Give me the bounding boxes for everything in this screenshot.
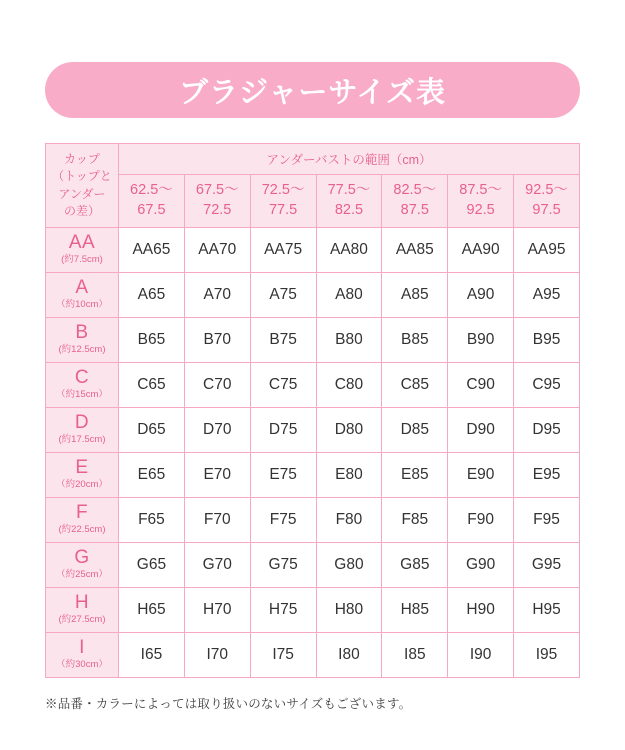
size-cell: A90 [448,273,514,318]
cup-letter: AA [68,232,96,254]
cup-header-line-3: アンダー [58,186,106,201]
size-cell: AA95 [514,228,580,273]
size-cell: H90 [448,588,514,633]
size-cell: B70 [184,318,250,363]
size-cell: I75 [250,633,316,678]
range-from-1: 62.5〜 [130,182,173,199]
page-title: ブラジャーサイズ表 [178,76,447,109]
range-from-6: 87.5〜 [459,182,502,199]
size-cell: AA90 [448,228,514,273]
cup-diff: (約22.5cm) [58,524,106,536]
cup-letter: B [75,322,89,344]
size-cell: A80 [316,273,382,318]
cup-label-cell [46,228,119,273]
table-row [46,633,580,678]
size-cell: F90 [448,498,514,543]
size-cell: G65 [119,543,185,588]
size-cell: D95 [514,408,580,453]
size-cell: C75 [250,363,316,408]
size-cell: D85 [382,408,448,453]
size-cell: F65 [119,498,185,543]
range-from-4: 77.5〜 [327,182,371,199]
cup-header-line-1: カップ [64,151,100,166]
cup-letter: D [74,412,90,434]
table-row [46,543,580,588]
range-from-3: 72.5〜 [261,182,305,199]
range-to-1: 67.5 [137,202,166,218]
size-cell: A70 [184,273,250,318]
size-cell: B85 [382,318,448,363]
title-banner [45,62,580,118]
cup-diff: （約15cm） [56,389,108,401]
range-to-2: 72.5 [203,202,232,218]
size-cell: B90 [448,318,514,363]
size-cell: E70 [184,453,250,498]
size-cell: B80 [316,318,382,363]
cup-header-line-2: （トップと [52,169,112,184]
cup-diff: (約17.5cm) [58,434,106,446]
size-cell: E90 [448,453,514,498]
size-cell: H70 [184,588,250,633]
size-cell: D90 [448,408,514,453]
size-cell: A95 [514,273,580,318]
under-bust-header-cell: アンダーバストの範囲（cm） [119,144,580,175]
range-to-5: 87.5 [400,202,429,218]
range-from-5: 82.5〜 [393,182,437,199]
size-cell: G90 [448,543,514,588]
table-row [46,408,580,453]
range-cell-5 [382,175,448,228]
cup-diff: （約10cm） [56,299,108,311]
cup-letter: C [74,367,90,389]
size-cell: I85 [382,633,448,678]
range-cell-7 [514,175,580,228]
size-cell: AA70 [184,228,250,273]
size-cell: F85 [382,498,448,543]
cup-diff: （約25cm） [56,569,108,581]
cup-label-cell [46,363,119,408]
size-cell: I95 [514,633,580,678]
cup-diff: (約27.5cm) [58,614,106,626]
cup-label-cell [46,408,119,453]
range-cell-2 [184,175,250,228]
size-cell: F75 [250,498,316,543]
size-cell: AA75 [250,228,316,273]
cup-diff: (約7.5cm) [61,254,103,266]
size-cell: A85 [382,273,448,318]
size-table [45,143,580,678]
cup-letter: I [79,637,85,659]
range-to-6: 92.5 [466,202,495,218]
size-cell: AA65 [119,228,185,273]
size-cell: G95 [514,543,580,588]
cup-letter: H [74,592,90,614]
range-cell-3 [250,175,316,228]
size-cell: C65 [119,363,185,408]
size-cell: I70 [184,633,250,678]
size-cell: G70 [184,543,250,588]
table-row [46,363,580,408]
cup-header-cell [46,144,119,228]
cup-label-cell [46,453,119,498]
cup-diff: （約20cm） [56,479,108,491]
cup-label-cell [46,273,119,318]
range-to-3: 77.5 [268,202,298,218]
size-cell: C80 [316,363,382,408]
size-cell: D80 [316,408,382,453]
size-cell: AA85 [382,228,448,273]
size-cell: H95 [514,588,580,633]
size-cell: A65 [119,273,185,318]
range-cell-1 [119,175,185,228]
size-cell: H75 [250,588,316,633]
size-cell: I80 [316,633,382,678]
cup-diff: （約30cm） [56,659,108,671]
size-cell: F80 [316,498,382,543]
table-header-row-ranges [46,175,580,228]
size-cell: G75 [250,543,316,588]
table-row [46,318,580,363]
size-cell: C90 [448,363,514,408]
size-cell: E95 [514,453,580,498]
range-to-4: 82.5 [334,202,364,218]
size-cell: C70 [184,363,250,408]
size-cell: B95 [514,318,580,363]
cup-label-cell [46,588,119,633]
size-cell: F95 [514,498,580,543]
table-row [46,453,580,498]
cup-header-line-4: の差） [63,203,100,218]
range-to-7: 97.5 [532,202,561,218]
range-cell-6 [448,175,514,228]
cup-label-cell [46,318,119,363]
size-cell: E65 [119,453,185,498]
cup-letter: E [75,457,89,479]
table-row [46,273,580,318]
table-row [46,588,580,633]
size-cell: AA80 [316,228,382,273]
size-cell: D75 [250,408,316,453]
cup-diff: (約12.5cm) [58,344,106,356]
size-cell: G85 [382,543,448,588]
size-cell: I90 [448,633,514,678]
footnote: ※品番・カラーによっては取り扱いのないサイズもございます。 [45,697,412,711]
size-cell: H80 [316,588,382,633]
size-cell: B65 [119,318,185,363]
cup-letter: A [75,277,89,299]
size-cell: E75 [250,453,316,498]
cup-letter: G [74,547,90,569]
size-cell: C85 [382,363,448,408]
size-table-wrapper [45,143,580,678]
range-cell-4 [316,175,382,228]
size-cell: H65 [119,588,185,633]
cup-letter: F [75,502,89,524]
cup-label-cell [46,633,119,678]
size-cell: C95 [514,363,580,408]
cup-label-cell [46,498,119,543]
size-cell: F70 [184,498,250,543]
size-cell: E80 [316,453,382,498]
size-cell: E85 [382,453,448,498]
size-cell: G80 [316,543,382,588]
range-from-7: 92.5〜 [525,182,568,199]
table-header-row-title [46,144,580,175]
cup-label-cell [46,543,119,588]
table-row [46,228,580,273]
size-cell: D65 [119,408,185,453]
size-cell: A75 [250,273,316,318]
range-from-2: 67.5〜 [195,182,239,199]
size-cell: B75 [250,318,316,363]
table-row [46,498,580,543]
size-cell: D70 [184,408,250,453]
size-cell: I65 [119,633,185,678]
size-cell: H85 [382,588,448,633]
